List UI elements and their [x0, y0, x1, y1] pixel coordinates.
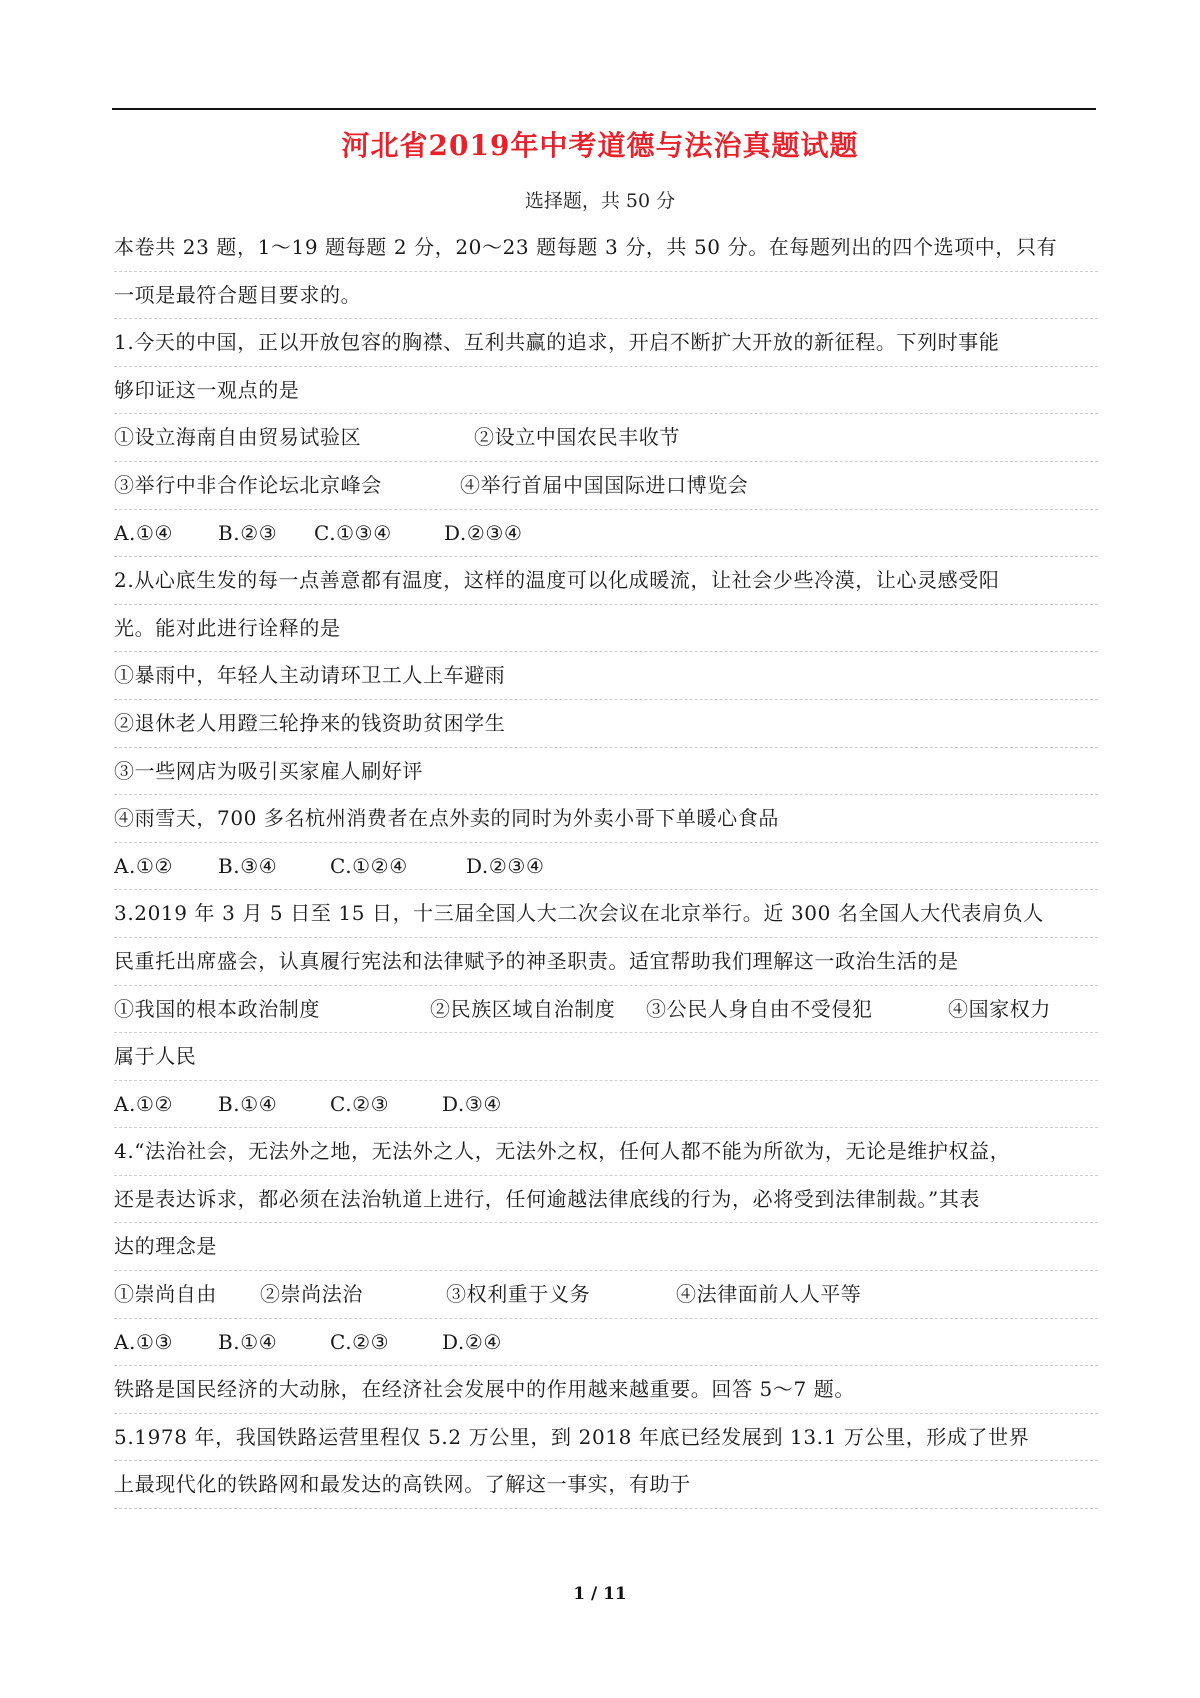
question-3-items-row: [114, 986, 1098, 1034]
question-2-item: ④雨雪天，700 多名杭州消费者在点外卖的同时为外卖小哥下单暖心食品: [114, 795, 1098, 843]
intro-line: 本卷共 23 题，1～19 题每题 2 分，20～23 题每题 3 分，共 50 分。在每题列出的四个选项中，只有: [114, 224, 1098, 272]
question-2-stem: 光。能对此进行诠释的是: [114, 605, 1098, 653]
question-3-stem: 3.2019 年 3 月 5 日至 15 日，十三届全国人大二次会议在北京举行。近 300 名全国人大代表肩负人: [114, 890, 1098, 938]
question-4-item: ②崇尚法治: [260, 1282, 363, 1307]
section-title: 选择题，共 50 分: [524, 190, 676, 212]
question-4-stem: 还是表达诉求，都必须在法治轨道上进行，任何逾越法律底线的行为，必将受到法律制裁。”其表: [114, 1176, 1098, 1224]
question-1-item: ③举行中非合作论坛北京峰会: [114, 472, 382, 497]
question-4-stem: 达的理念是: [114, 1223, 1098, 1271]
question-1-item: ①设立海南自由贸易试验区: [114, 425, 362, 450]
question-5-stem: 上最现代化的铁路网和最发达的高铁网。了解这一事实，有助于: [114, 1461, 1098, 1509]
choice-b: B.③④: [218, 853, 278, 878]
choice-a: A.①②: [114, 853, 174, 878]
question-4-items-row: [114, 1271, 1098, 1319]
choice-d: D.②④: [442, 1329, 502, 1354]
choice-c: C.①③④: [314, 520, 392, 545]
question-2-stem: 2.从心底生发的每一点善意都有温度，这样的温度可以化成暖流，让社会少些冷漠，让心灵感受阳: [114, 557, 1098, 605]
choice-d: D.③④: [442, 1091, 502, 1116]
material-intro: 铁路是国民经济的大动脉，在经济社会发展中的作用越来越重要。回答 5～7 题。: [114, 1366, 1098, 1414]
question-3-stem: 民重托出席盛会，认真履行宪法和法律赋予的神圣职责。适宜帮助我们理解这一政治生活的是: [114, 938, 1098, 986]
question-5-stem: 5.1978 年，我国铁路运营里程仅 5.2 万公里，到 2018 年底已经发展到 13.1 万公里，形成了世界: [114, 1414, 1098, 1462]
choice-c: C.②③: [330, 1329, 390, 1354]
question-4-choices: [114, 1319, 1098, 1367]
document-title: 河北省2019年中考道德与法治真题试题: [341, 129, 859, 162]
choice-d: D.②③④: [444, 520, 523, 545]
choice-a: A.①④: [114, 520, 174, 545]
question-3-choices: [114, 1081, 1098, 1129]
intro-line: 一项是最符合题目要求的。: [114, 272, 1098, 320]
question-1-stem: 1.今天的中国，正以开放包容的胸襟、互利共赢的追求，开启不断扩大开放的新征程。下列时事能: [114, 319, 1098, 367]
choice-c: C.①②④: [330, 853, 408, 878]
question-4-stem: 4.“法治社会，无法外之地，无法外之人，无法外之权，任何人都不能为所欲为，无论是维护权益，: [114, 1128, 1098, 1176]
question-2-item: ③一些网店为吸引买家雇人刷好评: [114, 748, 1098, 796]
question-1-item: ④举行首届中国国际进口博览会: [460, 472, 749, 497]
choice-c: C.②③: [330, 1091, 390, 1116]
question-3-item: ④国家权力: [948, 996, 1051, 1021]
question-3-item: ②民族区域自治制度: [430, 996, 616, 1021]
question-3-item: ①我国的根本政治制度: [114, 996, 320, 1021]
choice-d: D.②③④: [466, 853, 545, 878]
choice-b: B.②③: [218, 520, 278, 545]
top-rule: [112, 108, 1096, 110]
question-1-items-row: [114, 462, 1098, 510]
question-3-item: ③公民人身自由不受侵犯: [646, 996, 873, 1021]
question-2-item: ①暴雨中，年轻人主动请环卫工人上车避雨: [114, 652, 1098, 700]
question-4-item: ③权利重于义务: [446, 1282, 591, 1307]
question-4-item: ①崇尚自由: [114, 1282, 217, 1307]
question-1-choices: [114, 510, 1098, 558]
question-1-item: ②设立中国农民丰收节: [474, 425, 680, 450]
choice-b: B.①④: [218, 1091, 278, 1116]
question-4-item: ④法律面前人人平等: [676, 1282, 862, 1307]
question-3-item-continuation: 属于人民: [114, 1033, 1098, 1081]
choice-a: A.①②: [114, 1091, 174, 1116]
question-1-items-row: [114, 414, 1098, 462]
page-number: 1 / 11: [573, 1584, 627, 1604]
question-1-stem: 够印证这一观点的是: [114, 367, 1098, 415]
question-2-item: ②退休老人用蹬三轮挣来的钱资助贫困学生: [114, 700, 1098, 748]
choice-b: B.①④: [218, 1329, 278, 1354]
choice-a: A.①③: [114, 1329, 174, 1354]
document-body: [114, 224, 1098, 1509]
question-2-choices: [114, 843, 1098, 891]
